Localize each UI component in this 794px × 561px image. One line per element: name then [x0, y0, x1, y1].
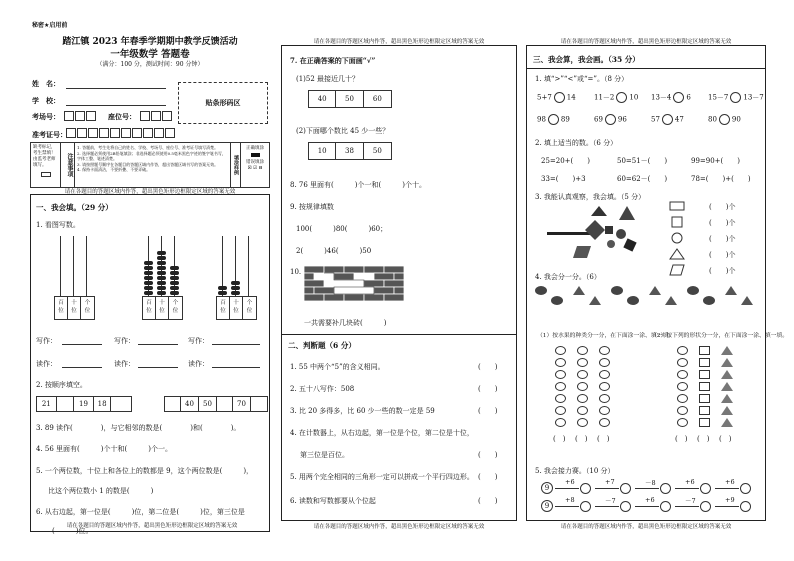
fill-1-3[interactable]: 99=90+( ) [691, 157, 741, 165]
fill-2-3[interactable]: 78=( )+( ) [691, 175, 751, 183]
confidential-tag: 秘密★启用前 [32, 22, 68, 29]
abacus-rod [73, 236, 74, 296]
shape-outline-icon[interactable] [677, 394, 688, 403]
write-2[interactable] [138, 344, 178, 345]
abacus-place-label: 个 位 [172, 300, 179, 314]
q7-2-label: (2)下面哪个数比 45 少一些？ [296, 127, 390, 135]
relay-operation: +6 [565, 478, 575, 486]
absent-mark: 缺考标记，考生禁填！由监考老师填写。 [31, 143, 61, 187]
notice-title: 注意事项 [61, 143, 75, 187]
q3-observe-label: 3. 我能认真观察，我会填。（5 分） [535, 193, 646, 201]
fruit-outline-icon[interactable] [599, 394, 610, 403]
relay-operation: －7 [605, 497, 616, 505]
school-field[interactable] [66, 105, 166, 106]
exam-subtitle: 一年级数学 答题卷 [110, 49, 190, 60]
relay-answer-circle[interactable] [660, 501, 671, 512]
relay-start-circle: 9 [541, 482, 553, 494]
abacus-bead [157, 276, 166, 280]
fruit-outline-icon[interactable] [577, 370, 588, 379]
read-label-2: 读作： [114, 360, 135, 368]
shape-outline-icon[interactable] [699, 370, 710, 379]
judge-6: 6. 读数和写数都要从个位起 [290, 497, 376, 505]
q2-fill-label: 2. 填上适当的数。（6 分） [535, 139, 618, 147]
fill-1-1[interactable]: 25=20+( ) [541, 157, 591, 165]
fruit-outline-icon[interactable] [555, 358, 566, 367]
relay-answer-circle[interactable] [580, 483, 591, 494]
abacus-bead [157, 291, 166, 295]
abacus-bead [231, 291, 240, 295]
abacus-bead [144, 286, 153, 290]
relay-operation: －7 [685, 497, 696, 505]
fruit-outline-icon[interactable] [555, 382, 566, 391]
exam-meta: （满分：100 分，测试时间：90 分钟） [96, 61, 204, 68]
relay-start-circle: 9 [541, 500, 553, 512]
q9-row-2: 2( )46( )50 [296, 247, 372, 255]
abacus-bead [157, 251, 166, 255]
sequence-row-1[interactable]: 21 19 18 [36, 396, 132, 412]
abacus-bead [170, 271, 179, 275]
read-label-3: 读作： [188, 360, 209, 368]
abacus-rod [60, 236, 61, 296]
judge-1-answer[interactable]: ( ) [478, 363, 498, 371]
read-3[interactable] [212, 367, 260, 368]
name-label: 姓 名： [32, 79, 60, 88]
q5-text-b: 比这个两位数小 1 的数是( ) [48, 487, 154, 495]
circle-icon [669, 232, 685, 244]
abacus-place-label: 个 位 [246, 300, 253, 314]
abacus-bead [157, 286, 166, 290]
shape-outline-icon[interactable] [677, 382, 688, 391]
abacus-bead [144, 266, 153, 270]
apple-icon [611, 286, 623, 295]
fill-1-2[interactable]: 50=51－( ) [617, 157, 668, 165]
compare-circle [662, 114, 673, 125]
abacus-bead [144, 276, 153, 280]
q8-text: 8. 76 里面有( )个一和( )个十。 [290, 181, 426, 189]
read-1[interactable] [62, 367, 102, 368]
fruit-outline-icon[interactable] [555, 370, 566, 379]
fruit-outline-icon[interactable] [599, 406, 610, 415]
judge-5-answer[interactable]: ( ) [478, 473, 498, 481]
triangle-fruit-icon [741, 296, 753, 305]
answer-warning-bottom-2: 请在各题目的答题区域内作答，超出黑色矩形边框限定区域的答案无效 [313, 524, 485, 530]
abacus-bead [218, 286, 227, 290]
q6-text-b: ( )位。 [52, 527, 93, 535]
shape-outline-icon[interactable] [721, 418, 733, 427]
shape-outline-icon[interactable] [699, 358, 710, 367]
abacus-place-label: 十 位 [156, 297, 169, 319]
shape-outline-icon[interactable] [699, 406, 710, 415]
compare-item[interactable]: 98 89 [537, 115, 570, 124]
compare-item[interactable]: 13－4 6 [651, 93, 691, 102]
fruit-count-answer[interactable]: ( ) [597, 435, 610, 443]
abacus-bead [218, 291, 227, 295]
write-1[interactable] [62, 344, 102, 345]
abacus-bead [144, 281, 153, 285]
abacus-bead [170, 291, 179, 295]
abacus-bead [231, 286, 240, 290]
relay-operation: +9 [725, 496, 735, 504]
triangle-fruit-icon [589, 296, 601, 305]
q10-answer: 一共需要补几块砖( ) [304, 319, 387, 327]
room-label: 考场号： [32, 112, 60, 121]
notice-box [30, 142, 270, 188]
compare-circle [719, 114, 730, 125]
relay-operation: +6 [645, 496, 655, 504]
triangle-fruit-icon [573, 286, 585, 295]
relay-answer-circle[interactable] [740, 483, 751, 494]
abacus-bead [170, 276, 179, 280]
judge-1: 1. 55 中两个“5”的含义相同。 [290, 363, 385, 371]
relay-arrow-icon [635, 488, 659, 489]
compare-item[interactable]: 5+7 14 [537, 93, 576, 102]
compare-grid [537, 92, 763, 132]
fruit-outline-icon[interactable] [599, 382, 610, 391]
compare-item[interactable]: 57 47 [651, 115, 684, 124]
relay-arrow-icon [595, 488, 619, 489]
q4-sort-label: 4. 我会分一分。（6） [535, 273, 601, 281]
apple-icon [627, 296, 639, 305]
fruit-outline-icon[interactable] [577, 382, 588, 391]
abacus-rod [86, 236, 87, 296]
section-2-title: 二、判断题（6 分） [288, 341, 356, 350]
para-icon [669, 264, 685, 276]
q7-2-options[interactable]: 10 38 50 [308, 142, 392, 160]
barcode-area [178, 82, 268, 124]
relay-arrow-icon [595, 506, 619, 507]
fruit-outline-icon[interactable] [599, 370, 610, 379]
q7-1-label: (1)52 最接近几十？ [296, 75, 360, 83]
seat-label: 座位号： [108, 112, 136, 121]
shape-outline-icon[interactable] [677, 418, 688, 427]
judge-6-answer[interactable]: ( ) [478, 497, 498, 505]
fruit-outline-icon[interactable] [555, 346, 566, 355]
q6-text-a: 6. 从右边起，第一位是( )位，第二位是( )位，第三位是 [36, 508, 245, 516]
relay-answer-circle[interactable] [620, 483, 631, 494]
write-label-2: 写作： [114, 337, 135, 345]
q9-row-1: 100( )80( )60； [296, 225, 388, 233]
abacus-1 [50, 234, 100, 320]
apple-icon [687, 286, 699, 295]
apple-icon [551, 296, 563, 305]
fruit-outline-icon[interactable] [577, 394, 588, 403]
abacus-base [216, 296, 257, 320]
section-3-divider [527, 68, 765, 69]
shape-outline-icon[interactable] [677, 406, 688, 415]
abacus-bead [170, 286, 179, 290]
name-field[interactable] [66, 88, 166, 89]
abacus-rod [248, 236, 249, 296]
abacus-place-label: 个 位 [84, 300, 91, 314]
abacus-bead [231, 281, 240, 285]
shape-outline-icon[interactable] [699, 382, 710, 391]
seat-boxes[interactable] [140, 111, 173, 121]
abacus-place-label: 十 位 [68, 297, 81, 319]
shape-outline-icon[interactable] [699, 418, 710, 427]
triangle-fruit-icon [649, 286, 661, 295]
abacus-base [142, 296, 183, 320]
id-boxes[interactable] [66, 128, 176, 138]
q1-label: 1. 看图写数。 [36, 221, 80, 229]
fruit-outline-icon[interactable] [555, 418, 566, 427]
abacus-place-label: 百 位 [55, 297, 68, 319]
relay-arrow-icon [555, 506, 579, 507]
judge-2-answer[interactable]: ( ) [478, 385, 498, 393]
q7-label: 7. 在正确答案的下面画“√” [290, 56, 376, 65]
relay-arrow-icon [675, 488, 699, 489]
shape-outline-icon[interactable] [677, 370, 688, 379]
fruit-count-answer[interactable]: ( ) [553, 435, 566, 443]
fruit-outline-icon[interactable] [599, 346, 610, 355]
fruit-outline-icon[interactable] [577, 418, 588, 427]
shape-count-answer[interactable]: ( ) [675, 435, 688, 443]
abacus-2 [138, 234, 188, 320]
q1-compare-label: 1. 填“>”“<”或“=”。（8 分） [535, 75, 629, 83]
abacus-place-label: 十 位 [230, 297, 243, 319]
judge-5: 5. 用两个完全相同的三角形一定可以拼成一个平行四边形。 [290, 473, 474, 481]
fruit-bar-chart[interactable] [555, 346, 635, 476]
fill-2-1[interactable]: 33=( )+3 [541, 175, 586, 183]
answer-warning-top: 请在各题目的答题区域内作答，超出黑色矩形边框限定区域的答案无效 [64, 189, 236, 195]
abacus-base [54, 296, 95, 320]
triangle-icon [669, 248, 685, 260]
compare-circle [673, 92, 684, 103]
shape-count-answer[interactable]: ( )个 [709, 203, 736, 211]
fruit-outline-icon[interactable] [599, 358, 610, 367]
section-2-divider [282, 334, 516, 335]
q10-label: 10. [290, 268, 302, 276]
compare-item[interactable]: 15－7 13－7 [708, 93, 764, 102]
fill-2-2[interactable]: 60=62－( ) [617, 175, 668, 183]
judge-4: 4. 在计数器上，从右边起，第一位是个位，第二位是十位， [290, 429, 474, 437]
abacus-3 [212, 234, 262, 320]
judge-4-answer[interactable]: ( ) [478, 451, 498, 459]
relay-arrow-icon [715, 506, 739, 507]
relay-answer-circle[interactable] [660, 483, 671, 494]
section-3-title: 三、我会算，我会画。（35 分） [533, 55, 640, 64]
relay-arrow-icon [555, 488, 579, 489]
apple-icon [703, 296, 715, 305]
relay-operation: +6 [685, 478, 695, 486]
abacus-bead [157, 266, 166, 270]
q2-label: 2. 按顺序填空。 [36, 381, 87, 389]
q4-part-b: （2）按下列的形状分一分，在下面涂一涂、填一填。 [651, 333, 789, 339]
fruit-outline-icon[interactable] [599, 418, 610, 427]
compare-item[interactable]: 11－2 10 [594, 93, 639, 102]
fruit-outline-icon[interactable] [577, 358, 588, 367]
school-label: 学 校： [32, 96, 60, 105]
barcode-label: 贴条形码区 [205, 98, 241, 107]
read-2[interactable] [138, 367, 178, 368]
fruit-count-answer[interactable]: ( ) [575, 435, 588, 443]
judge-3: 3. 比 20 多得多，比 60 少一些的数一定是 59 [290, 407, 435, 415]
relay-arrow-icon [635, 506, 659, 507]
shape-count-answer[interactable]: ( )个 [709, 251, 736, 259]
notice-items: 1. 答题前，考生先将自己的姓名、学校、考场号、座位号、准考证号填写清楚。 2. 选择题必须使用2B铅笔填涂；非选择题必须使用0.5毫米黑色字迹的签字笔书写，字体工整、笔迹清楚。 3. 请按照题号顺序在各题目的答题区域内作答，超出答题区域书写的答案无效。 4. 保持卡面清洁，不要折叠、不要弄破。 [75, 143, 231, 187]
compare-circle [605, 114, 616, 125]
exam-title: 踏江镇 2023 年春季学期期中教学反馈活动 [62, 37, 238, 47]
column-3 [526, 39, 789, 530]
q5-relay-label: 5. 我会接力赛。（10 分） [535, 467, 615, 475]
abacus-bead [170, 266, 179, 270]
q9-label: 9. 按规律填数 [290, 203, 334, 211]
abacus-bead [157, 256, 166, 260]
brick-wall-image [304, 266, 408, 308]
relay-operation: +7 [605, 478, 615, 486]
relay-operation: －8 [645, 479, 656, 487]
abacus-bead [157, 261, 166, 265]
triangle-fruit-icon [665, 296, 677, 305]
relay-answer-circle[interactable] [740, 501, 751, 512]
relay-answer-circle[interactable] [700, 501, 711, 512]
id-label: 准考证号： [32, 130, 67, 139]
compare-item[interactable]: 69 96 [594, 115, 627, 124]
q7-1-options[interactable]: 40 50 60 [308, 90, 392, 108]
shape-count-answer[interactable]: ( ) [719, 435, 732, 443]
shape-outline-icon[interactable] [721, 382, 733, 391]
apple-icon [535, 286, 547, 295]
compare-item[interactable]: 80 90 [708, 115, 741, 124]
fruit-outline-icon[interactable] [577, 406, 588, 415]
square-icon [669, 216, 685, 228]
abacus-bead [144, 291, 153, 295]
relay-row-2[interactable] [541, 498, 761, 514]
abacus-bead [144, 261, 153, 265]
shape-outline-icon[interactable] [699, 394, 710, 403]
compare-circle [554, 92, 565, 103]
relay-answer-circle[interactable] [700, 483, 711, 494]
write-3[interactable] [212, 344, 260, 345]
sequence-row-2[interactable]: 40 50 70 [164, 396, 268, 412]
column-1 [28, 34, 272, 535]
judge-2: 2. 五十八写作：508 [290, 385, 355, 393]
shape-outline-icon[interactable] [699, 346, 710, 355]
relay-operation: +8 [565, 496, 575, 504]
q4-text: 4. 56 里面有( )个十和( )个一。 [36, 445, 172, 453]
abacus-place-label: 百 位 [217, 297, 230, 319]
q4-part-a: （1）按水果的种类分一分，在下面涂一涂、填一填。 [537, 333, 675, 339]
answer-warning-bottom-3: 请在各题目的答题区域内作答，超出黑色矩形边框限定区域的答案无效 [560, 524, 732, 530]
shape-outline-icon[interactable] [677, 358, 688, 367]
shape-bar-chart[interactable] [677, 346, 757, 476]
relay-answer-circle[interactable] [580, 501, 591, 512]
shape-outline-icon[interactable] [721, 406, 733, 415]
shape-outline-icon[interactable] [721, 394, 733, 403]
answer-warning-top-2: 请在各题目的答题区域内作答，超出黑色矩形边框限定区域的答案无效 [313, 39, 485, 45]
fruit-outline-icon[interactable] [577, 346, 588, 355]
q3-text: 3. 89 读作( )，与它相邻的数是( )和( )。 [36, 424, 241, 432]
shape-count-answer[interactable]: ( )个 [709, 235, 736, 243]
abacus-bead [157, 281, 166, 285]
shape-outline-icon[interactable] [721, 358, 733, 367]
shape-count-answer[interactable]: ( )个 [709, 219, 736, 227]
shape-count-answer[interactable]: ( )个 [709, 267, 736, 275]
answer-warning-bottom-1: 请在各题目的答题区域内作答，超出黑色矩形边框限定区域的答案无效 [66, 523, 238, 529]
q5-text-a: 5. 一个两位数，十位上和各位上的数都是 9，这个两位数是( )， [36, 467, 254, 475]
read-label-1: 读作： [36, 360, 57, 368]
shape-outline-icon[interactable] [721, 370, 733, 379]
compare-circle [548, 114, 559, 125]
room-boxes[interactable] [64, 111, 97, 121]
abacus-bead [157, 271, 166, 275]
relay-answer-circle[interactable] [620, 501, 631, 512]
example-title: 填涂样例 [231, 143, 241, 187]
write-label-3: 写作： [188, 337, 209, 345]
compare-circle [616, 92, 627, 103]
relay-arrow-icon [715, 488, 739, 489]
write-label-row: 写作： [36, 337, 57, 345]
shape-outline-icon[interactable] [677, 346, 688, 355]
fill-example: 正确填涂 错误填涂 ☒ ☑ ⊟ [246, 146, 264, 171]
shape-count-answer[interactable]: ( ) [697, 435, 710, 443]
shapes-figure [547, 206, 643, 264]
abacus-place-label: 百 位 [143, 297, 156, 319]
judge-4-cont: 第三位是百位。 [300, 451, 349, 459]
section-1-title: 一、我会填。（29 分） [36, 203, 113, 212]
relay-operation: +6 [725, 478, 735, 486]
triangle-fruit-icon [725, 286, 737, 295]
fruit-outline-icon[interactable] [555, 394, 566, 403]
abacus-bead [144, 271, 153, 275]
rect-icon [669, 200, 685, 212]
answer-warning-top-3: 请在各题目的答题区域内作答，超出黑色矩形边框限定区域的答案无效 [560, 39, 732, 45]
relay-arrow-icon [675, 506, 699, 507]
shape-count-list [669, 200, 759, 280]
fruit-shape-row [535, 286, 763, 310]
abacus-bead [170, 281, 179, 285]
fruit-outline-icon[interactable] [555, 406, 566, 415]
shape-outline-icon[interactable] [721, 346, 733, 355]
compare-circle [730, 92, 741, 103]
relay-row-1[interactable] [541, 480, 761, 496]
column-2 [281, 39, 517, 530]
judge-3-answer[interactable]: ( ) [478, 407, 498, 415]
